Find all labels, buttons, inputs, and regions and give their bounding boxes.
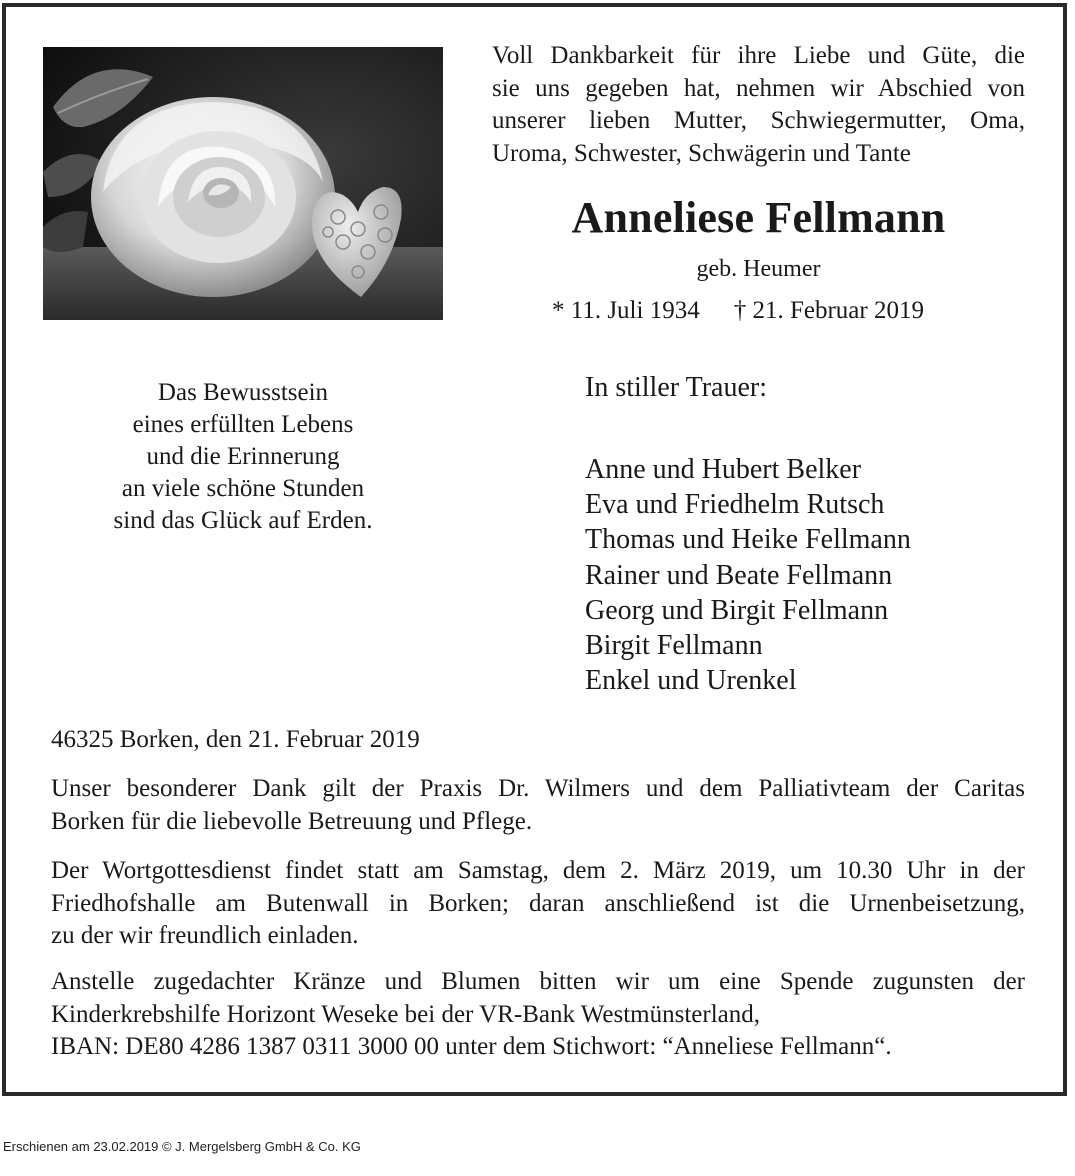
mourner-item: Thomas und Heike Fellmann (585, 524, 911, 556)
deceased-name: Anneliese Fellmann (571, 193, 946, 242)
poem (43, 377, 443, 537)
paragraph-line: Friedhofshalle am Butenwall in Borken; daran anschließend ist die Urnenbeisetzung, (51, 889, 1025, 917)
intro-text (492, 40, 1025, 170)
birth-date: * 11. Juli 1934 (552, 297, 700, 324)
mourner-item: Anne und Hubert Belker (585, 454, 862, 485)
mourner-item: Eva und Friedhelm Rutsch (585, 489, 885, 521)
poem-line: und die Erinnerung (146, 443, 340, 470)
intro-line: Uroma, Schwester, Schwägerin und Tante (492, 139, 911, 167)
paragraph-line: Kinderkrebshilfe Horizont Weseke bei der VR-Bank Westmünsterland, (51, 1000, 760, 1028)
mourner-item: Birgit Fellmann (585, 630, 763, 662)
paragraph-line: Borken für die liebevolle Betreuung und Pflege. (51, 807, 533, 835)
intro-line: Voll Dankbarkeit für ihre Liebe und Güte, die (492, 42, 1025, 69)
paragraph-line: Unser besonderer Dank gilt der Praxis Dr. Wilmers und dem Palliativteam der Caritas (51, 775, 1025, 802)
place-date: 46325 Borken, den 21. Februar 2019 (51, 726, 420, 753)
paragraph-line: zu der wir freundlich einladen. (51, 922, 359, 949)
paragraph-line: Anstelle zugedachter Kränze und Blumen bitten wir um eine Spende zugunsten der (51, 968, 1025, 995)
intro-line: sie uns gegeben hat, nehmen wir Abschied von (492, 74, 1025, 102)
poem-line: an viele schöne Stunden (121, 475, 365, 502)
paragraph-line: Der Wortgottesdienst findet statt am Samstag, dem 2. März 2019, um 10.30 Uhr in der (51, 857, 1025, 884)
poem-line: Das Bewusstsein (157, 379, 329, 406)
poem-line: sind das Glück auf Erden. (113, 507, 373, 534)
paragraph-line: IBAN: DE80 4286 1387 0311 3000 00 unter dem Stichwort: “Anneliese Fellmann“. (51, 1033, 892, 1060)
mourner-item: Georg und Birgit Fellmann (585, 594, 889, 626)
mourner-item: Enkel und Urenkel (585, 665, 797, 697)
maiden-name: geb. Heumer (696, 256, 821, 282)
death-date: † 21. Februar 2019 (733, 297, 924, 324)
rose-heart-photo (43, 47, 443, 320)
poem-line: eines erfüllten Lebens (132, 411, 354, 438)
thanks-paragraph (51, 773, 1025, 838)
donation-paragraph (51, 966, 1025, 1064)
mourning-title: In stiller Trauer: (585, 372, 767, 403)
publication-footer: Erschienen am 23.02.2019 © J. Mergelsberg GmbH & Co. KG (3, 1139, 361, 1154)
intro-line: unserer lieben Mutter, Schwiegermutter, Oma, (492, 107, 1025, 134)
mourner-item: Rainer und Beate Fellmann (585, 559, 893, 591)
life-dates (552, 297, 924, 325)
service-paragraph (51, 855, 1025, 953)
mourners-list (585, 452, 911, 698)
